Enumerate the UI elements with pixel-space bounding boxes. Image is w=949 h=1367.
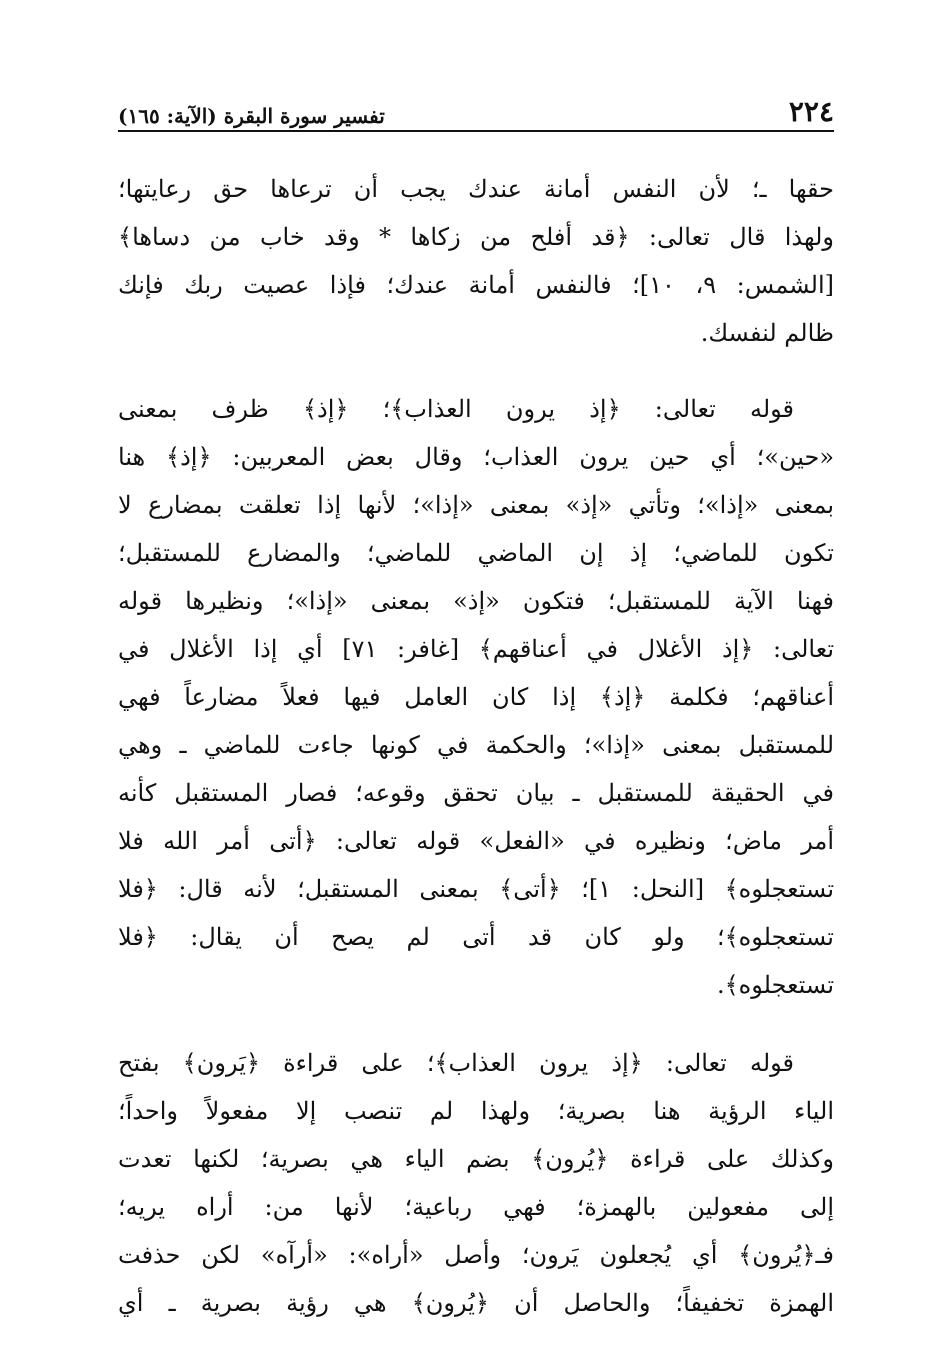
text-line: فهنا الآية للمستقبل؛ فتكون «إذ» بمعنى «إذا»؛ ونظيرها قوله (118, 587, 834, 615)
text-line: تعالى: ﴿إذ الأغلال في أعناقهم﴾ [غافر: ٧١] أي إذا الأغلال في (118, 635, 834, 663)
text-line: قوله تعالى: ﴿إذ يرون العذاب﴾؛ ﴿إذ﴾ ظرف بمعنى (118, 395, 794, 423)
text-line: قوله تعالى: ﴿إذ يرون العذاب﴾؛ على قراءة ﴿يَرون﴾ بفتح (118, 1049, 794, 1077)
page-body (118, 165, 834, 1327)
text-line: تستعجلوه﴾ [النحل: ١]؛ ﴿أتى﴾ بمعنى المستقبل؛ لأنه قال: ﴿فلا (118, 875, 834, 903)
text-line: أعناقهم؛ فكلمة ﴿إذ﴾ إذا كان العامل فيها فعلاً مضارعاً فهي (118, 683, 834, 711)
text-line: حقها ـ؛ لأن النفس أمانة عندك يجب أن ترعاها حق رعايتها؛ (118, 175, 834, 203)
text-line: فـ﴿يُرون﴾ أي يُجعلون يَرون؛ وأصل «أراه»: «أرآه» لكن حذفت (118, 1241, 834, 1269)
text-line: تكون للماضي؛ إذ إن الماضي للماضي؛ والمضارع للمستقبل؛ (118, 539, 834, 567)
running-title: تفسير سورة البقرة (الآية: ١٦٥) (118, 104, 385, 128)
text-line: بمعنى «إذا»؛ وتأتي «إذ» بمعنى «إذا»؛ لأنها إذا تعلقت بمضارع لا (118, 491, 834, 519)
text-line: تستعجلوه﴾؛ ولو كان قد أتى لم يصح أن يقال: ﴿فلا (118, 923, 834, 951)
text-line: «حين»؛ أي حين يرون العذاب؛ وقال بعض المعربين: ﴿إذ﴾ هنا (118, 443, 834, 471)
text-line: تستعجلوه﴾. (716, 971, 834, 999)
paragraph-2 (118, 385, 834, 1009)
text-line: [الشمس: ٩، ١٠]؛ فالنفس أمانة عندك؛ فإذا عصيت ربك فإنك (118, 271, 834, 299)
paragraph-3 (118, 1039, 834, 1327)
text-line: الياء الرؤية هنا بصرية؛ ولهذا لم تنصب إلا مفعولاً واحداً؛ (118, 1097, 834, 1125)
text-line: أمر ماض؛ ونظيره في «الفعل» قوله تعالى: ﴿أتى أمر الله فلا (118, 827, 834, 855)
text-line: ولهذا قال تعالى: ﴿قد أفلح من زكاها * وقد خاب من دساها﴾ (118, 223, 834, 251)
text-line: إلى مفعولين بالهمزة؛ فهي رباعية؛ لأنها من: أراه يريه؛ (118, 1193, 834, 1221)
paragraph-1 (118, 165, 834, 357)
text-line: الهمزة تخفيفاً؛ والحاصل أن ﴿يُرون﴾ هي رؤية بصرية ـ أي (118, 1289, 834, 1317)
text-line: في الحقيقة للمستقبل ـ بيان تحقق وقوعه؛ فصار المستقبل كأنه (118, 779, 834, 807)
text-line: ظالم لنفسك. (700, 319, 834, 347)
text-line: للمستقبل بمعنى «إذا»؛ والحكمة في كونها جاءت للماضي ـ وهي (118, 731, 834, 759)
text-line: وكذلك على قراءة ﴿يُرون﴾ بضم الياء هي بصرية؛ لكنها تعدت (118, 1145, 834, 1173)
page-number: ٢٢٤ (788, 95, 834, 128)
page-header (118, 86, 834, 132)
